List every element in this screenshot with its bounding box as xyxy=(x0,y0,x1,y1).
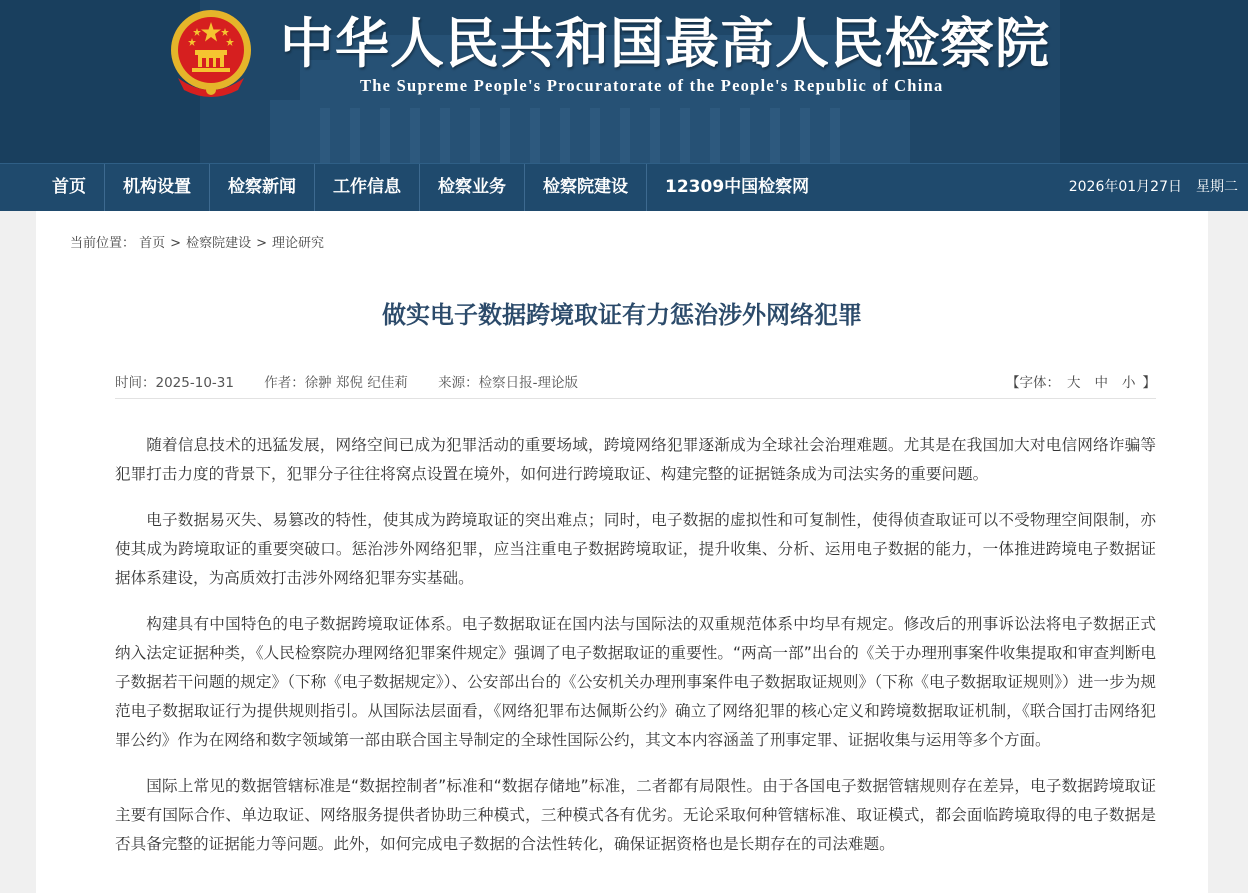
breadcrumb-theory[interactable]: 理论研究 xyxy=(272,236,325,251)
nav-item-construction[interactable]: 检察院建设 xyxy=(525,164,647,211)
breadcrumb-prefix: 当前位置： xyxy=(70,236,136,251)
font-size-medium-button[interactable]: 中 xyxy=(1094,375,1108,391)
article-paragraph: 随着信息技术的迅猛发展，网络空间已成为犯罪活动的重要场域，跨境网络犯罪逐渐成为全球社会治理难题。尤其是在我国加大对电信网络诈骗等犯罪打击力度的背景下，犯罪分子往往将窝点设置在境外，如何进行跨境取证、构建完整的证据链条成为司法实务的重要问题。 xyxy=(115,436,1156,483)
nav-list xyxy=(0,164,827,212)
content-panel xyxy=(36,211,1208,893)
font-size-large-button[interactable]: 大 xyxy=(1067,375,1081,391)
breadcrumb-separator: > xyxy=(170,236,182,251)
main-navigation xyxy=(0,163,1248,211)
breadcrumb-home[interactable]: 首页 xyxy=(139,236,166,251)
font-size-switcher xyxy=(1006,371,1156,391)
article-title: 做实电子数据跨境取证有力惩治涉外网络犯罪 xyxy=(382,301,862,329)
site-title-english: The Supreme People's Procuratorate of the People's Republic of China xyxy=(360,76,944,95)
font-size-open: 【字体： xyxy=(1006,375,1060,391)
article-paragraph: 电子数据易灭失、易篡改的特性，使其成为跨境取证的突出难点；同时，电子数据的虚拟性和可复制性，使得侦查取证可以不受物理空间限制，亦使其成为跨境取证的重要突破口。惩治涉外网络犯罪，应当注重电子数据跨境取证，提升收集、分析、运用电子数据的能力，一体推进跨境电子数据证据体系建设，为高质效打击涉外网络犯罪夯实基础。 xyxy=(115,511,1156,587)
article-time: 时间：2025-10-31 xyxy=(115,375,234,391)
article-paragraph: 国际上常见的数据管辖标准是“数据控制者”标准和“数据存储地”标准，二者都有局限性。由于各国电子数据管辖规则存在差异，电子数据跨境取证主要有国际合作、单边取证、网络服务提供者协助三种模式，三种模式各有优劣。无论采取何种管辖标准、取证模式，都会面临跨境取得的电子数据是否具备完整的证据能力等问题。此外，如何完成电子数据的合法性转化，确保证据资格也是长期存在的司法难题。 xyxy=(115,777,1156,853)
national-emblem-icon xyxy=(168,6,254,98)
nav-item-news[interactable]: 检察新闻 xyxy=(210,164,315,211)
font-size-close: 】 xyxy=(1142,375,1156,391)
article-body xyxy=(115,431,1156,876)
article-paragraph: 构建具有中国特色的电子数据跨境取证体系。电子数据取证在国内法与国际法的双重规范体系中均早有规定。修改后的刑事诉讼法将电子数据正式纳入法定证据种类，《人民检察院办理网络犯罪案件规定》强调了电子数据取证的重要性。“两高一部”出台的《关于办理刑事案件收集提取和审查判断电子数据若干问题的规定》（下称《电子数据规定》）、公安部出台的《公安机关办理刑事案件电子数据取证规则》（下称《电子数据取证规则》）进一步为规范电子数据取证行为提供规则指引。从国际法层面看，《网络犯罪布达佩斯公约》确立了网络犯罪的核心定义和跨境数据取证机制，《联合国打击网络犯罪公约》作为在网络和数字领域第一部由联合国主导制定的全球性国际公约，其文本内容涵盖了刑事定罪、证据收集与运用等多个方面。 xyxy=(115,615,1156,749)
font-size-small-button[interactable]: 小 xyxy=(1122,375,1136,391)
article-meta xyxy=(115,371,1156,399)
nav-item-business[interactable]: 检察业务 xyxy=(420,164,525,211)
nav-item-organization[interactable]: 机构设置 xyxy=(105,164,210,211)
breadcrumb xyxy=(70,232,324,251)
site-title-chinese: 中华人民共和国最高人民检察院 xyxy=(280,11,1050,75)
current-date xyxy=(1069,164,1238,211)
site-header xyxy=(0,0,1248,163)
nav-item-12309[interactable]: 12309中国检察网 xyxy=(665,177,810,197)
nav-item-work-info[interactable]: 工作信息 xyxy=(315,164,420,211)
nav-item-home[interactable]: 首页 xyxy=(0,164,105,211)
article-source: 来源：检察日报-理论版 xyxy=(438,375,579,391)
weekday-text: 星期二 xyxy=(1196,179,1238,195)
date-text: 2026年01月27日 xyxy=(1068,179,1182,195)
article-author: 作者：徐翀 郑倪 纪佳莉 xyxy=(264,375,408,391)
meta-divider xyxy=(115,398,1156,399)
breadcrumb-separator: > xyxy=(256,236,267,251)
breadcrumb-construction[interactable]: 检察院建设 xyxy=(186,236,252,251)
